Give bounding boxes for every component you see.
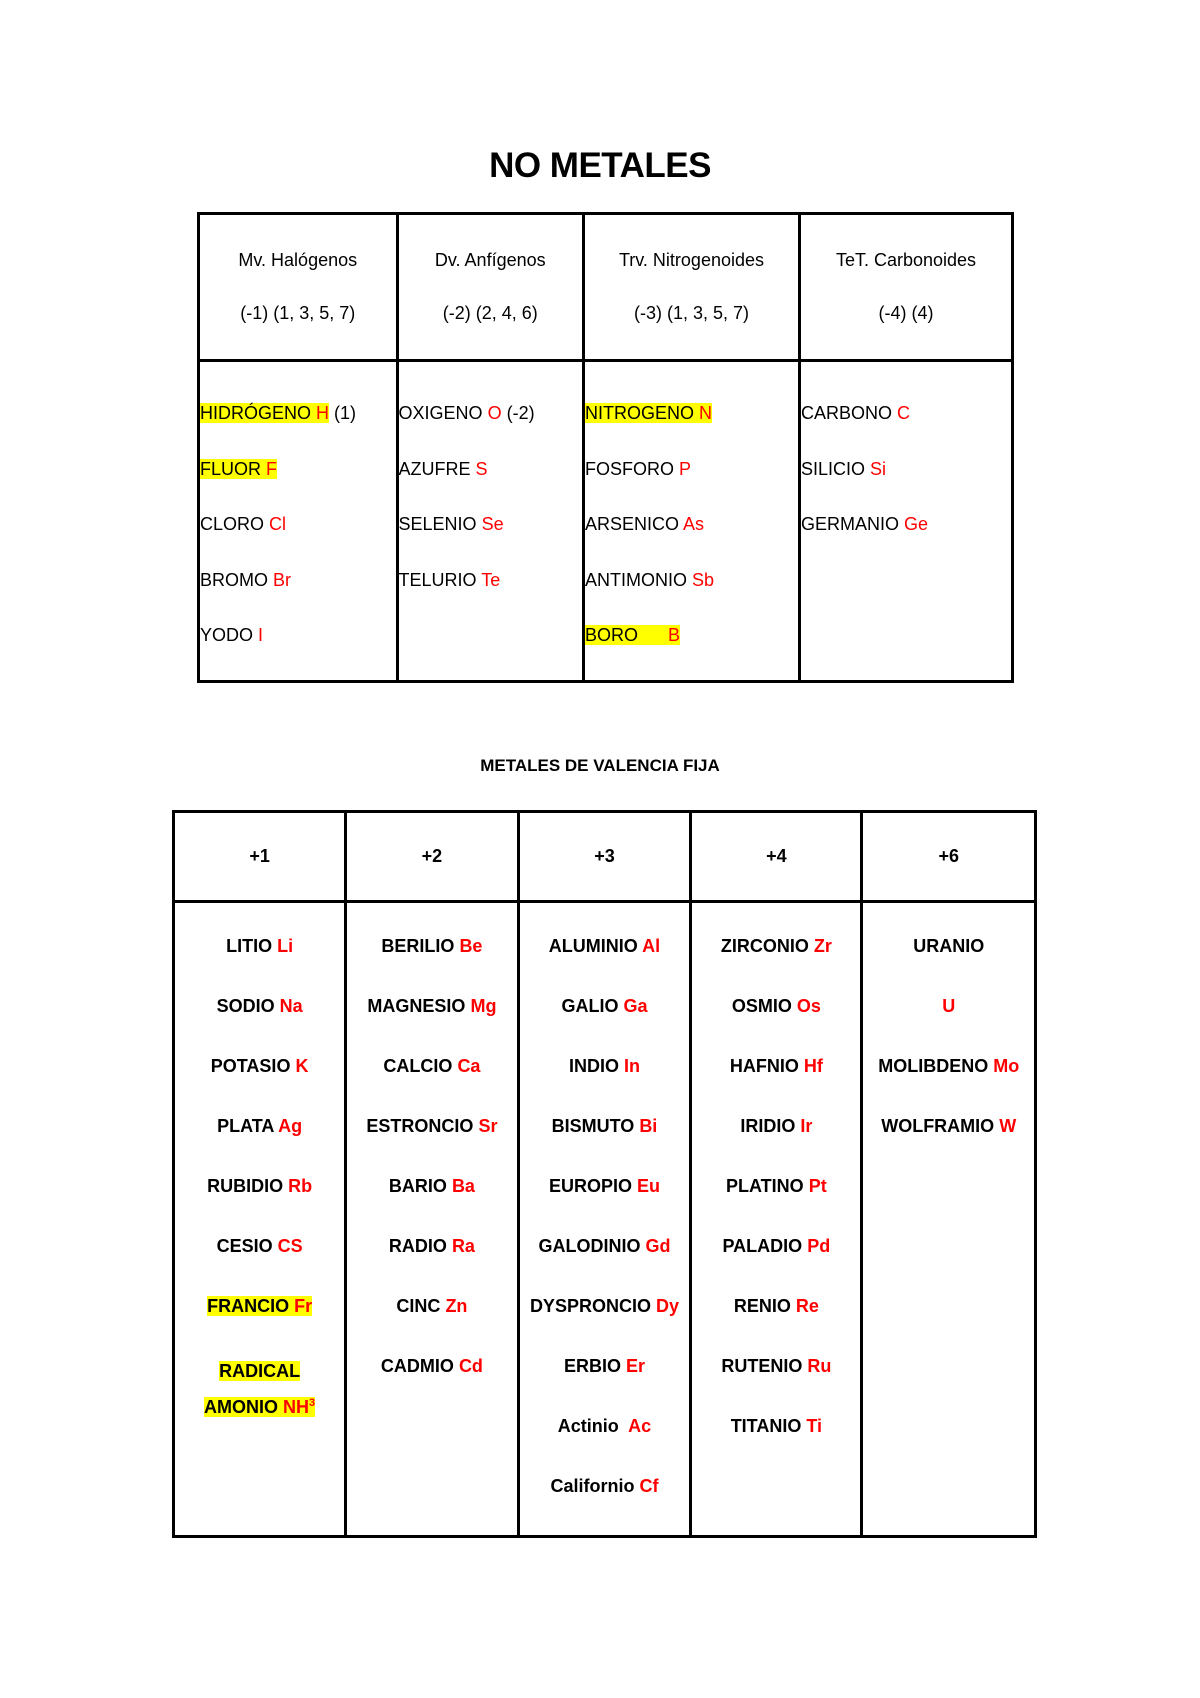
element-symbol: Ga bbox=[623, 996, 648, 1016]
element-name: LITIO bbox=[226, 936, 273, 956]
element-label bbox=[366, 1116, 497, 1136]
element-symbol: Ra bbox=[451, 1236, 475, 1256]
element-item bbox=[520, 1415, 690, 1475]
element-name: RENIO bbox=[733, 1296, 791, 1316]
element-item bbox=[347, 1355, 516, 1415]
element-name: FLUOR bbox=[200, 458, 262, 479]
metales-body-row bbox=[174, 902, 1036, 1537]
element-name: BARIO bbox=[388, 1176, 447, 1196]
element-label bbox=[801, 459, 886, 479]
element-item bbox=[200, 513, 396, 569]
element-item bbox=[175, 995, 344, 1055]
element-name: HAFNIO bbox=[729, 1056, 799, 1076]
element-item bbox=[863, 995, 1034, 1055]
element-label bbox=[381, 1356, 483, 1376]
element-label bbox=[549, 1176, 660, 1196]
element-label bbox=[200, 459, 277, 479]
element-symbol: U bbox=[942, 996, 956, 1016]
element-item bbox=[585, 402, 798, 458]
element-name: GERMANIO bbox=[800, 514, 899, 534]
element-name: RUTENIO bbox=[721, 1356, 803, 1376]
element-item bbox=[175, 1055, 344, 1115]
element-item bbox=[347, 1115, 516, 1175]
element-label bbox=[740, 1116, 812, 1136]
element-symbol: S bbox=[475, 458, 488, 479]
element-item bbox=[863, 1055, 1034, 1115]
metales-header-row bbox=[174, 812, 1036, 902]
element-item bbox=[175, 1175, 344, 1235]
element-item bbox=[692, 1115, 860, 1175]
element-label bbox=[732, 996, 821, 1016]
element-label bbox=[561, 996, 647, 1016]
element-label bbox=[530, 1296, 679, 1316]
element-item bbox=[520, 1235, 690, 1295]
header-cell bbox=[583, 214, 799, 361]
element-label bbox=[399, 570, 501, 590]
element-symbol: Eu bbox=[636, 1176, 660, 1196]
element-label bbox=[399, 403, 502, 423]
element-symbol: Fr bbox=[294, 1296, 313, 1316]
element-symbol: C bbox=[897, 403, 910, 423]
element-name: ARSENICO bbox=[584, 514, 679, 534]
no-metales-body-row bbox=[199, 361, 1013, 682]
element-item bbox=[200, 624, 396, 680]
element-item bbox=[585, 458, 798, 514]
element-symbol: Mo bbox=[993, 1056, 1020, 1076]
element-symbol: Hf bbox=[803, 1056, 823, 1076]
no-metales-table bbox=[197, 212, 1014, 683]
group-valences: (-2) (2, 4, 6) bbox=[442, 303, 538, 323]
element-item bbox=[347, 1175, 516, 1235]
element-label bbox=[217, 1116, 302, 1136]
element-symbol: Cd bbox=[458, 1356, 483, 1376]
element-item bbox=[520, 1355, 690, 1415]
element-item bbox=[520, 995, 690, 1055]
group-valences: (-1) (1, 3, 5, 7) bbox=[240, 303, 356, 323]
element-item bbox=[692, 1355, 860, 1415]
element-label bbox=[200, 514, 286, 534]
element-symbol: B bbox=[668, 625, 681, 645]
element-name: CADMIO bbox=[380, 1356, 454, 1376]
element-label bbox=[381, 936, 482, 956]
element-name: POTASIO bbox=[210, 1056, 291, 1076]
group-name: Mv. Halógenos bbox=[238, 250, 358, 270]
element-item bbox=[200, 402, 396, 458]
header-cell bbox=[199, 214, 398, 361]
element-name: INDIO bbox=[568, 1056, 619, 1076]
element-label bbox=[550, 1476, 658, 1496]
element-item bbox=[347, 935, 516, 995]
element-symbol: Si bbox=[870, 458, 887, 479]
element-symbol: Li bbox=[277, 936, 294, 956]
element-item bbox=[863, 1115, 1034, 1175]
group-valences: (-4) (4) bbox=[878, 303, 934, 323]
element-symbol: I bbox=[258, 625, 264, 645]
element-label bbox=[734, 1296, 819, 1316]
element-label bbox=[200, 625, 263, 645]
element-item bbox=[175, 1115, 344, 1175]
element-label bbox=[942, 996, 955, 1016]
element-symbol: As bbox=[683, 514, 705, 534]
element-name: MOLIBDENO bbox=[878, 1056, 989, 1076]
element-item bbox=[175, 1295, 344, 1355]
element-item bbox=[347, 1055, 516, 1115]
element-list-cell bbox=[691, 902, 862, 1537]
element-label bbox=[389, 1176, 475, 1196]
element-symbol: Ca bbox=[457, 1056, 481, 1076]
element-symbol: W bbox=[999, 1116, 1017, 1136]
element-name: BERILIO bbox=[381, 936, 455, 956]
element-label bbox=[383, 1056, 480, 1076]
element-symbol: Ru bbox=[807, 1356, 832, 1376]
element-label bbox=[731, 1416, 822, 1436]
element-list-cell bbox=[799, 361, 1012, 682]
header-cell: +2 bbox=[346, 812, 518, 902]
element-label bbox=[564, 1356, 645, 1376]
element-label bbox=[552, 1116, 658, 1136]
element-symbol: P bbox=[678, 458, 691, 479]
element-symbol: F bbox=[266, 458, 278, 479]
element-item bbox=[863, 935, 1034, 995]
element-item bbox=[175, 1235, 344, 1295]
element-name: BROMO bbox=[200, 569, 269, 590]
element-symbol: Ge bbox=[904, 514, 929, 534]
element-symbol: Cf bbox=[639, 1476, 659, 1496]
element-label bbox=[726, 1176, 827, 1196]
element-name: WOLFRAMIO bbox=[881, 1116, 995, 1136]
metales-title: METALES DE VALENCIA FIJA bbox=[480, 756, 720, 775]
element-symbol: H bbox=[316, 403, 330, 423]
element-name: MAGNESIO bbox=[367, 996, 466, 1016]
element-item bbox=[692, 1235, 860, 1295]
element-symbol: Ac bbox=[628, 1416, 652, 1436]
element-name: ZIRCONIO bbox=[720, 936, 809, 956]
element-item bbox=[801, 513, 1011, 569]
element-symbol: Be bbox=[459, 936, 483, 956]
element-name: ANTIMONIO bbox=[584, 569, 687, 590]
element-name: PLATA bbox=[217, 1116, 274, 1136]
element-item bbox=[399, 513, 582, 569]
element-symbol: Pd bbox=[807, 1236, 831, 1256]
element-list-cell bbox=[199, 361, 398, 682]
element-label bbox=[569, 1056, 640, 1076]
element-label bbox=[226, 936, 293, 956]
element-symbol: Mg bbox=[470, 996, 497, 1016]
element-name: SILICIO bbox=[800, 458, 865, 479]
element-name: ALUMINIO bbox=[548, 936, 638, 956]
element-item bbox=[175, 935, 344, 995]
element-item bbox=[692, 1175, 860, 1235]
element-label bbox=[399, 459, 488, 479]
element-label bbox=[585, 403, 712, 423]
element-symbol: N bbox=[699, 403, 712, 423]
element-name: GALODINIO bbox=[538, 1236, 641, 1256]
element-symbol: Gd bbox=[645, 1236, 671, 1256]
element-label bbox=[549, 936, 660, 956]
element-name: CARBONO bbox=[800, 403, 892, 423]
element-symbol: Zr bbox=[813, 936, 832, 956]
element-list-cell bbox=[862, 902, 1036, 1537]
element-item bbox=[585, 569, 798, 625]
element-label bbox=[217, 1236, 303, 1256]
element-label bbox=[396, 1296, 467, 1316]
element-item bbox=[347, 1235, 516, 1295]
element-name: RUBIDIO bbox=[207, 1176, 284, 1196]
header-cell bbox=[397, 214, 583, 361]
element-name: PLATINO bbox=[726, 1176, 804, 1196]
element-label bbox=[801, 514, 928, 534]
no-metales-title: NO METALES bbox=[489, 146, 711, 185]
element-list-cell bbox=[397, 361, 583, 682]
element-symbol: Ti bbox=[806, 1416, 823, 1436]
element-item bbox=[399, 569, 582, 625]
element-item bbox=[200, 458, 396, 514]
element-item bbox=[692, 995, 860, 1055]
element-item bbox=[692, 1295, 860, 1355]
symbol-subscript: 3 bbox=[309, 1397, 316, 1409]
element-name: TELURIO bbox=[398, 569, 477, 590]
element-name: CLORO bbox=[200, 514, 265, 534]
group-name: Dv. Anfígenos bbox=[434, 250, 546, 270]
element-list-cell bbox=[518, 902, 691, 1537]
element-symbol: K bbox=[295, 1056, 309, 1076]
element-name: URANIO bbox=[913, 936, 985, 956]
element-item bbox=[520, 1175, 690, 1235]
element-item bbox=[200, 569, 396, 625]
element-name: OSMIO bbox=[731, 996, 792, 1016]
element-name: CESIO bbox=[216, 1236, 273, 1256]
header-cell bbox=[799, 214, 1012, 361]
element-label bbox=[200, 570, 291, 590]
element-item bbox=[585, 513, 798, 569]
element-symbol: O bbox=[487, 403, 502, 423]
element-name: IRIDIO bbox=[740, 1116, 796, 1136]
element-item bbox=[692, 1415, 860, 1475]
element-item bbox=[692, 1055, 860, 1115]
element-symbol: Dy bbox=[655, 1296, 679, 1316]
element-label bbox=[389, 1236, 475, 1256]
element-item bbox=[520, 1115, 690, 1175]
element-symbol: Na bbox=[279, 996, 303, 1016]
element-label bbox=[585, 514, 704, 534]
element-symbol: Sr bbox=[478, 1116, 498, 1136]
element-label bbox=[204, 1361, 315, 1417]
element-label bbox=[585, 570, 714, 590]
element-label bbox=[367, 996, 496, 1016]
element-label bbox=[723, 1236, 831, 1256]
element-valence: (-2) bbox=[501, 403, 535, 423]
element-name: HIDRÓGENO bbox=[200, 403, 312, 423]
element-label bbox=[721, 936, 832, 956]
element-list-cell bbox=[174, 902, 346, 1537]
element-symbol: Ir bbox=[800, 1116, 813, 1136]
element-item bbox=[692, 935, 860, 995]
element-name: FRANCIO bbox=[207, 1296, 290, 1316]
element-symbol: Al bbox=[642, 936, 661, 956]
no-metales-header-row bbox=[199, 214, 1013, 361]
element-item bbox=[520, 1055, 690, 1115]
element-symbol: Ba bbox=[451, 1176, 475, 1196]
element-name: TITANIO bbox=[730, 1416, 802, 1436]
element-label bbox=[207, 1176, 312, 1196]
element-item bbox=[585, 624, 798, 680]
element-item bbox=[520, 1475, 690, 1535]
element-name: AZUFRE bbox=[398, 458, 471, 479]
element-name: Actinio bbox=[557, 1416, 624, 1436]
element-name: PALADIO bbox=[722, 1236, 803, 1256]
element-label bbox=[207, 1296, 312, 1316]
element-name: DYSPRONCIO bbox=[529, 1296, 651, 1316]
element-name: SODIO bbox=[216, 996, 275, 1016]
group-name: TeT. Carbonoides bbox=[835, 250, 977, 270]
element-symbol: Ag bbox=[278, 1116, 303, 1136]
element-name: ERBIO bbox=[563, 1356, 621, 1376]
metales-table bbox=[172, 810, 1037, 1538]
element-item bbox=[347, 995, 516, 1055]
element-symbol: Sb bbox=[691, 569, 715, 590]
element-label bbox=[730, 1056, 823, 1076]
element-label bbox=[538, 1236, 670, 1256]
element-label bbox=[211, 1056, 309, 1076]
element-label bbox=[913, 936, 984, 956]
element-symbol: Cl bbox=[269, 514, 287, 534]
element-name: RADICAL AMONIO bbox=[204, 1361, 301, 1417]
header-cell: +3 bbox=[518, 812, 691, 902]
element-label bbox=[585, 459, 691, 479]
element-item bbox=[801, 402, 1011, 458]
element-label bbox=[878, 1056, 1019, 1076]
element-symbol: NH bbox=[283, 1397, 310, 1417]
element-valence: (1) bbox=[329, 403, 357, 423]
element-symbol: Bi bbox=[639, 1116, 658, 1136]
element-symbol: Rb bbox=[288, 1176, 313, 1196]
element-name: NITROGENO bbox=[584, 403, 694, 423]
element-label bbox=[585, 625, 680, 645]
element-symbol: Re bbox=[795, 1296, 819, 1316]
element-symbol: Pt bbox=[808, 1176, 827, 1196]
header-cell: +4 bbox=[691, 812, 862, 902]
element-label bbox=[558, 1416, 651, 1436]
element-item bbox=[520, 1295, 690, 1355]
element-name: Californio bbox=[550, 1476, 635, 1496]
element-symbol: Er bbox=[625, 1356, 645, 1376]
element-item bbox=[399, 458, 582, 514]
element-label bbox=[399, 514, 504, 534]
element-label bbox=[881, 1116, 1016, 1136]
element-name: RADIO bbox=[388, 1236, 447, 1256]
element-name: OXIGENO bbox=[398, 403, 483, 423]
element-name: CALCIO bbox=[383, 1056, 453, 1076]
element-symbol: Te bbox=[481, 569, 501, 590]
element-symbol: Zn bbox=[445, 1296, 468, 1316]
element-item bbox=[200, 1355, 320, 1419]
group-valences: (-3) (1, 3, 5, 7) bbox=[633, 303, 749, 323]
element-list-cell bbox=[346, 902, 518, 1537]
element-item bbox=[347, 1295, 516, 1355]
element-name: GALIO bbox=[561, 996, 619, 1016]
element-symbol: CS bbox=[277, 1236, 303, 1256]
element-name: BORO bbox=[584, 625, 663, 645]
element-item bbox=[801, 458, 1011, 514]
element-label bbox=[801, 403, 910, 423]
element-name: EUROPIO bbox=[548, 1176, 632, 1196]
element-name: ESTRONCIO bbox=[366, 1116, 474, 1136]
element-symbol: Os bbox=[796, 996, 821, 1016]
element-name: YODO bbox=[200, 625, 254, 645]
element-label bbox=[200, 403, 329, 423]
group-name: Trv. Nitrogenoides bbox=[618, 250, 764, 270]
header-cell: +6 bbox=[862, 812, 1036, 902]
element-item bbox=[520, 935, 690, 995]
element-name: CINC bbox=[396, 1296, 441, 1316]
element-symbol: In bbox=[623, 1056, 640, 1076]
header-cell: +1 bbox=[174, 812, 346, 902]
element-symbol: Se bbox=[481, 514, 504, 534]
element-label bbox=[217, 996, 303, 1016]
element-label bbox=[721, 1356, 831, 1376]
element-name: BISMUTO bbox=[551, 1116, 635, 1136]
element-name: FOSFORO bbox=[584, 458, 674, 479]
element-symbol: Br bbox=[273, 569, 292, 590]
element-name: SELENIO bbox=[398, 514, 477, 534]
element-list-cell bbox=[583, 361, 799, 682]
element-item bbox=[399, 402, 582, 458]
